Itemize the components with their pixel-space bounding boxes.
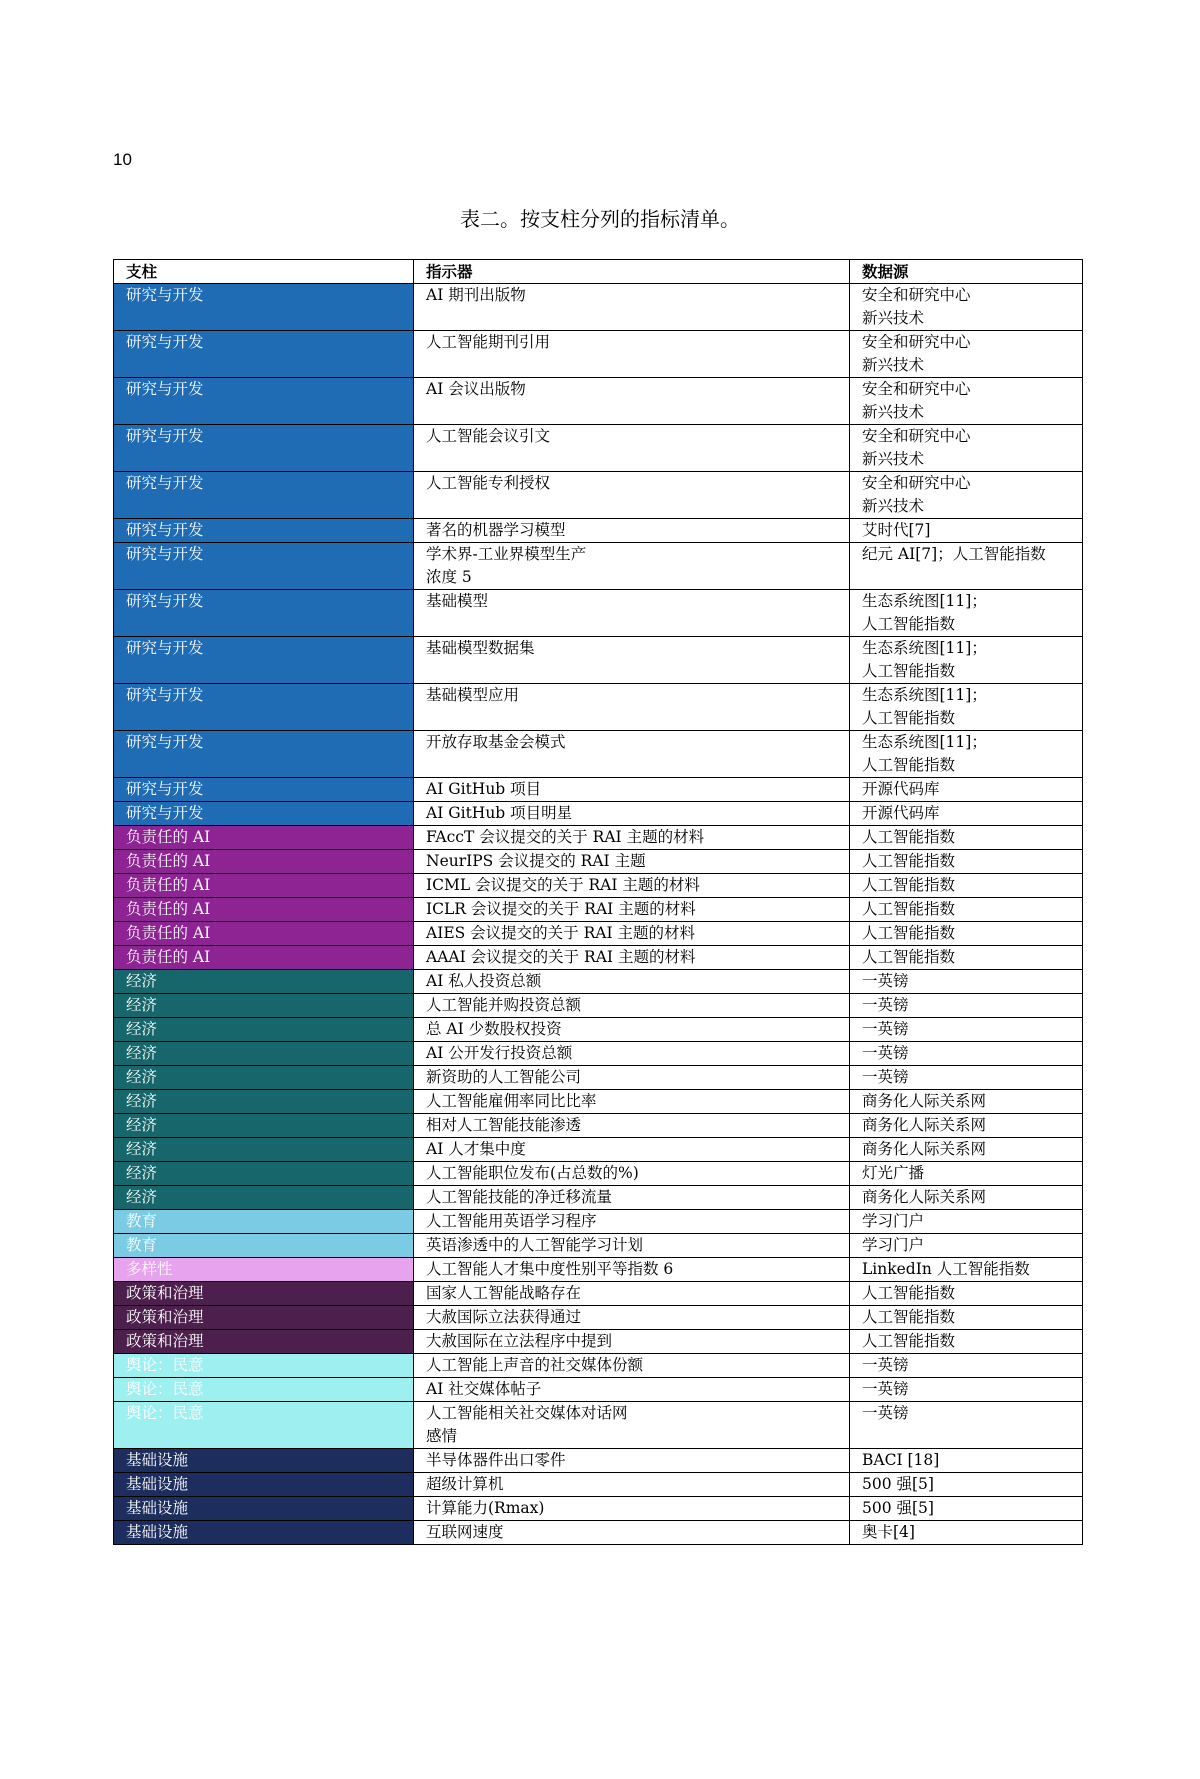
pillar-cell: 研究与开发 xyxy=(114,802,414,826)
indicator-cell: 人工智能用英语学习程序 xyxy=(414,1210,850,1234)
pillar-cell: 基础设施 xyxy=(114,1497,414,1521)
pillar-cell: 研究与开发 xyxy=(114,425,414,472)
pillar-cell: 教育 xyxy=(114,1234,414,1258)
pillar-cell: 研究与开发 xyxy=(114,284,414,331)
pillar-cell: 基础设施 xyxy=(114,1521,414,1545)
table-row xyxy=(114,1234,1083,1258)
indicator-cell: AI 会议出版物 xyxy=(414,378,850,425)
table-row xyxy=(114,898,1083,922)
table-row xyxy=(114,1497,1083,1521)
table-row xyxy=(114,1378,1083,1402)
table-row xyxy=(114,1162,1083,1186)
table-row xyxy=(114,994,1083,1018)
indicator-cell: AI 公开发行投资总额 xyxy=(414,1042,850,1066)
indicator-cell: 人工智能技能的净迁移流量 xyxy=(414,1186,850,1210)
indicator-cell: 基础模型数据集 xyxy=(414,637,850,684)
indicator-cell: 互联网速度 xyxy=(414,1521,850,1545)
source-cell: 生态系统图[11]； 人工智能指数 xyxy=(850,684,1083,731)
source-cell: 人工智能指数 xyxy=(850,826,1083,850)
indicator-cell: AI GitHub 项目明星 xyxy=(414,802,850,826)
table-row xyxy=(114,1354,1083,1378)
table-row xyxy=(114,1042,1083,1066)
table-row xyxy=(114,1066,1083,1090)
source-cell: 人工智能指数 xyxy=(850,922,1083,946)
pillar-cell: 经济 xyxy=(114,1042,414,1066)
indicator-cell: 计算能力(Rmax) xyxy=(414,1497,850,1521)
pillar-cell: 经济 xyxy=(114,1138,414,1162)
pillar-cell: 经济 xyxy=(114,1162,414,1186)
indicator-cell: 国家人工智能战略存在 xyxy=(414,1282,850,1306)
table-row xyxy=(114,1210,1083,1234)
source-cell: 安全和研究中心 新兴技术 xyxy=(850,425,1083,472)
indicator-cell: 英语渗透中的人工智能学习计划 xyxy=(414,1234,850,1258)
pillar-cell: 基础设施 xyxy=(114,1473,414,1497)
source-cell: 商务化人际关系网 xyxy=(850,1114,1083,1138)
source-cell: 学习门户 xyxy=(850,1210,1083,1234)
indicator-cell: 人工智能专利授权 xyxy=(414,472,850,519)
pillar-cell: 经济 xyxy=(114,1186,414,1210)
pillar-cell: 研究与开发 xyxy=(114,637,414,684)
table-row xyxy=(114,1521,1083,1545)
table-row xyxy=(114,1114,1083,1138)
indicator-cell: 开放存取基金会模式 xyxy=(414,731,850,778)
header-source: 数据源 xyxy=(850,260,1083,284)
pillar-cell: 研究与开发 xyxy=(114,684,414,731)
indicator-cell: 著名的机器学习模型 xyxy=(414,519,850,543)
source-cell: 一英镑 xyxy=(850,994,1083,1018)
indicator-cell: AI 私人投资总额 xyxy=(414,970,850,994)
indicator-cell: 基础模型 xyxy=(414,590,850,637)
indicator-cell: ICLR 会议提交的关于 RAI 主题的材料 xyxy=(414,898,850,922)
source-cell: 一英镑 xyxy=(850,1378,1083,1402)
table-row xyxy=(114,970,1083,994)
pillar-cell: 基础设施 xyxy=(114,1449,414,1473)
source-cell: 安全和研究中心 新兴技术 xyxy=(850,378,1083,425)
pillar-cell: 研究与开发 xyxy=(114,590,414,637)
source-cell: 开源代码库 xyxy=(850,802,1083,826)
table-row xyxy=(114,874,1083,898)
table-row xyxy=(114,684,1083,731)
pillar-cell: 经济 xyxy=(114,970,414,994)
indicator-cell: ICML 会议提交的关于 RAI 主题的材料 xyxy=(414,874,850,898)
source-cell: 一英镑 xyxy=(850,970,1083,994)
page-number: 10 xyxy=(113,150,132,169)
table-row xyxy=(114,946,1083,970)
indicator-cell: 总 AI 少数股权投资 xyxy=(414,1018,850,1042)
indicator-cell: 人工智能相关社交媒体对话网 感情 xyxy=(414,1402,850,1449)
table-row xyxy=(114,637,1083,684)
source-cell: BACI [18] xyxy=(850,1449,1083,1473)
pillar-cell: 负责任的 AI xyxy=(114,850,414,874)
pillar-cell: 负责任的 AI xyxy=(114,826,414,850)
indicator-cell: 半导体器件出口零件 xyxy=(414,1449,850,1473)
source-cell: 人工智能指数 xyxy=(850,1282,1083,1306)
table-row xyxy=(114,284,1083,331)
source-cell: 商务化人际关系网 xyxy=(850,1138,1083,1162)
source-cell: 开源代码库 xyxy=(850,778,1083,802)
pillar-cell: 经济 xyxy=(114,1018,414,1042)
indicator-cell: 人工智能上声音的社交媒体份额 xyxy=(414,1354,850,1378)
indicator-cell: AI 人才集中度 xyxy=(414,1138,850,1162)
pillar-cell: 舆论：民意 xyxy=(114,1378,414,1402)
table-row xyxy=(114,778,1083,802)
pillar-cell: 政策和治理 xyxy=(114,1282,414,1306)
source-cell: 学习门户 xyxy=(850,1234,1083,1258)
table-row xyxy=(114,1090,1083,1114)
source-cell: 人工智能指数 xyxy=(850,898,1083,922)
indicator-cell: 超级计算机 xyxy=(414,1473,850,1497)
pillar-cell: 研究与开发 xyxy=(114,472,414,519)
table-row xyxy=(114,1258,1083,1282)
table-row xyxy=(114,731,1083,778)
pillar-cell: 研究与开发 xyxy=(114,519,414,543)
source-cell: 人工智能指数 xyxy=(850,850,1083,874)
table-row xyxy=(114,826,1083,850)
pillar-cell: 研究与开发 xyxy=(114,778,414,802)
source-cell: 人工智能指数 xyxy=(850,1330,1083,1354)
indicator-cell: 基础模型应用 xyxy=(414,684,850,731)
table-caption: 表二。按支柱分列的指标清单。 xyxy=(460,207,740,231)
table-row xyxy=(114,378,1083,425)
source-cell: 一英镑 xyxy=(850,1066,1083,1090)
source-cell: 商务化人际关系网 xyxy=(850,1090,1083,1114)
indicator-cell: 大赦国际立法获得通过 xyxy=(414,1306,850,1330)
header-indicator: 指示器 xyxy=(414,260,850,284)
table-row xyxy=(114,1282,1083,1306)
source-cell: 纪元 AI[7]；人工智能指数 xyxy=(850,543,1083,590)
pillar-cell: 负责任的 AI xyxy=(114,874,414,898)
table-row xyxy=(114,802,1083,826)
source-cell: 500 强[5] xyxy=(850,1473,1083,1497)
indicator-cell: AI GitHub 项目 xyxy=(414,778,850,802)
pillar-cell: 研究与开发 xyxy=(114,331,414,378)
source-cell: 生态系统图[11]； 人工智能指数 xyxy=(850,590,1083,637)
pillar-cell: 研究与开发 xyxy=(114,731,414,778)
indicator-cell: 新资助的人工智能公司 xyxy=(414,1066,850,1090)
indicator-cell: 人工智能职位发布(占总数的%) xyxy=(414,1162,850,1186)
pillar-cell: 舆论：民意 xyxy=(114,1402,414,1449)
source-cell: 人工智能指数 xyxy=(850,946,1083,970)
pillar-cell: 政策和治理 xyxy=(114,1330,414,1354)
pillar-cell: 教育 xyxy=(114,1210,414,1234)
table-row xyxy=(114,519,1083,543)
header-pillar: 支柱 xyxy=(114,260,414,284)
indicator-cell: FAccT 会议提交的关于 RAI 主题的材料 xyxy=(414,826,850,850)
indicator-cell: 人工智能人才集中度性别平等指数 6 xyxy=(414,1258,850,1282)
pillar-cell: 经济 xyxy=(114,1114,414,1138)
source-cell: LinkedIn 人工智能指数 xyxy=(850,1258,1083,1282)
table-row xyxy=(114,922,1083,946)
table-row xyxy=(114,472,1083,519)
pillar-cell: 负责任的 AI xyxy=(114,922,414,946)
table-body xyxy=(114,284,1083,1545)
source-cell: 500 强[5] xyxy=(850,1497,1083,1521)
source-cell: 一英镑 xyxy=(850,1042,1083,1066)
source-cell: 生态系统图[11]； 人工智能指数 xyxy=(850,637,1083,684)
source-cell: 人工智能指数 xyxy=(850,874,1083,898)
source-cell: 灯光广播 xyxy=(850,1162,1083,1186)
pillar-cell: 经济 xyxy=(114,994,414,1018)
table-row xyxy=(114,590,1083,637)
indicator-cell: AI 社交媒体帖子 xyxy=(414,1378,850,1402)
table-row xyxy=(114,1449,1083,1473)
pillar-cell: 经济 xyxy=(114,1066,414,1090)
table-row xyxy=(114,1473,1083,1497)
source-cell: 商务化人际关系网 xyxy=(850,1186,1083,1210)
table-row xyxy=(114,1138,1083,1162)
pillar-cell: 多样性 xyxy=(114,1258,414,1282)
table-row xyxy=(114,1330,1083,1354)
source-cell: 安全和研究中心 新兴技术 xyxy=(850,284,1083,331)
indicator-cell: AI 期刊出版物 xyxy=(414,284,850,331)
source-cell: 人工智能指数 xyxy=(850,1306,1083,1330)
pillar-cell: 经济 xyxy=(114,1090,414,1114)
indicator-cell: 人工智能并购投资总额 xyxy=(414,994,850,1018)
source-cell: 一英镑 xyxy=(850,1354,1083,1378)
pillar-cell: 研究与开发 xyxy=(114,543,414,590)
table-row xyxy=(114,1186,1083,1210)
indicator-cell: AIES 会议提交的关于 RAI 主题的材料 xyxy=(414,922,850,946)
pillar-cell: 舆论：民意 xyxy=(114,1354,414,1378)
indicator-cell: NeurIPS 会议提交的 RAI 主题 xyxy=(414,850,850,874)
pillar-cell: 负责任的 AI xyxy=(114,898,414,922)
table-row xyxy=(114,425,1083,472)
indicator-cell: 人工智能期刊引用 xyxy=(414,331,850,378)
indicator-cell: 人工智能雇佣率同比比率 xyxy=(414,1090,850,1114)
source-cell: 安全和研究中心 新兴技术 xyxy=(850,331,1083,378)
table-header xyxy=(114,260,1083,284)
source-cell: 艾时代[7] xyxy=(850,519,1083,543)
indicator-cell: 大赦国际在立法程序中提到 xyxy=(414,1330,850,1354)
table-row xyxy=(114,543,1083,590)
source-cell: 安全和研究中心 新兴技术 xyxy=(850,472,1083,519)
table-row xyxy=(114,1402,1083,1449)
pillar-cell: 负责任的 AI xyxy=(114,946,414,970)
table-row xyxy=(114,1306,1083,1330)
table-row xyxy=(114,1018,1083,1042)
table-row xyxy=(114,850,1083,874)
table-row xyxy=(114,331,1083,378)
indicator-cell: 人工智能会议引文 xyxy=(414,425,850,472)
source-cell: 一英镑 xyxy=(850,1018,1083,1042)
indicator-cell: AAAI 会议提交的关于 RAI 主题的材料 xyxy=(414,946,850,970)
source-cell: 一英镑 xyxy=(850,1402,1083,1449)
pillar-cell: 研究与开发 xyxy=(114,378,414,425)
indicator-cell: 学术界-工业界模型生产 浓度 5 xyxy=(414,543,850,590)
pillar-cell: 政策和治理 xyxy=(114,1306,414,1330)
indicator-cell: 相对人工智能技能渗透 xyxy=(414,1114,850,1138)
indicator-table xyxy=(113,259,1083,1545)
source-cell: 生态系统图[11]； 人工智能指数 xyxy=(850,731,1083,778)
source-cell: 奥卡[4] xyxy=(850,1521,1083,1545)
